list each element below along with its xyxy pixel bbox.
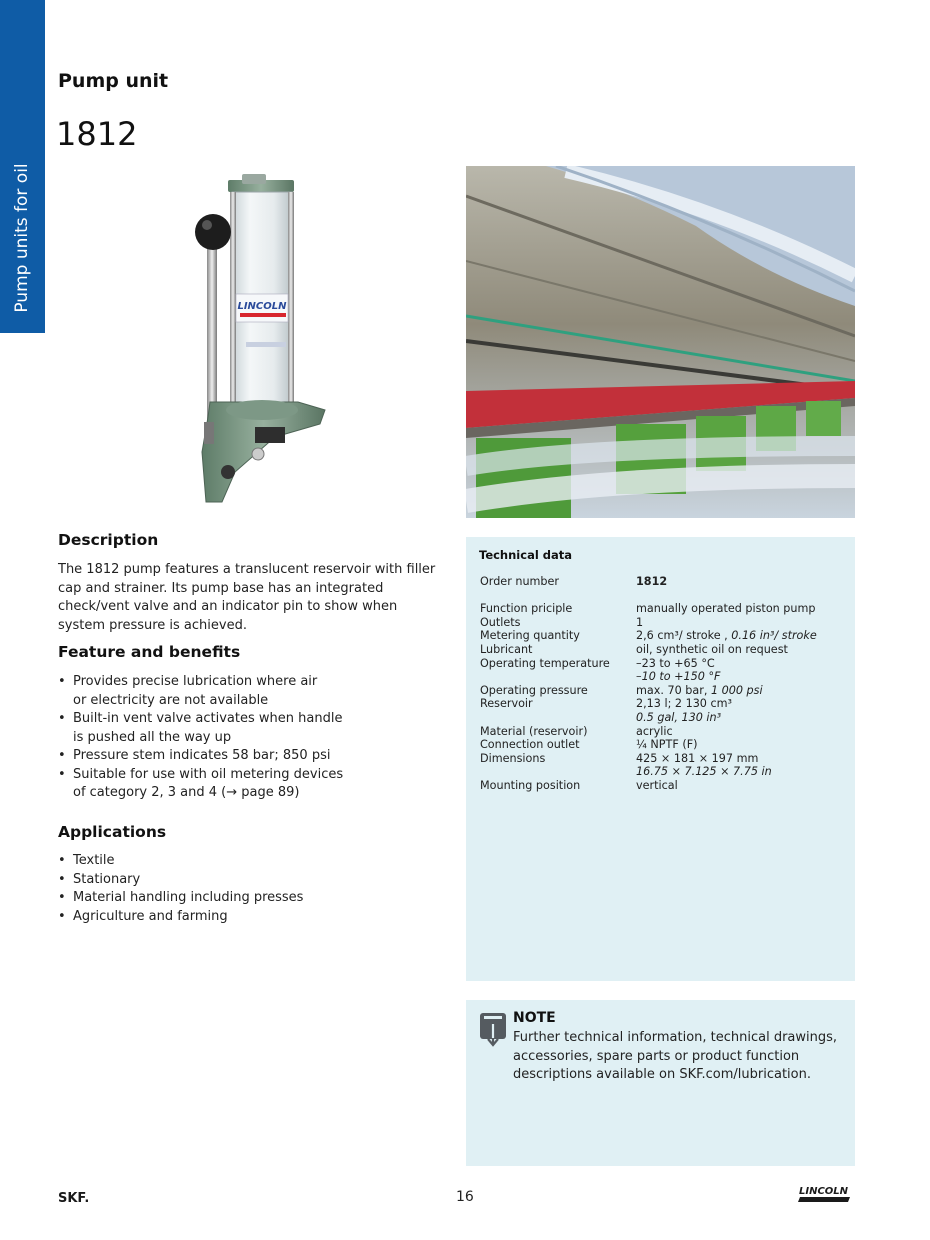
table-row: Lubricant oil, synthetic oil on request bbox=[480, 642, 788, 656]
lincoln-logo bbox=[798, 1184, 854, 1204]
features-heading: Feature and benefits bbox=[58, 643, 241, 661]
technical-data-panel bbox=[466, 537, 855, 981]
table-row: Material (reservoir) acrylic bbox=[480, 724, 673, 738]
list-item: • Material handling including presses bbox=[58, 889, 303, 908]
page-subtitle: Pump unit bbox=[58, 70, 169, 92]
pump-logo-text: LINCOLN bbox=[237, 301, 287, 312]
textile-machine-photo bbox=[466, 166, 855, 518]
table-row: Reservoir 2,13 l; 2 130 cm³ 0.5 gal, 130 in³ bbox=[480, 697, 733, 724]
applications-list bbox=[58, 852, 303, 926]
table-row: Mounting position vertical bbox=[480, 778, 678, 792]
pump-product-image bbox=[180, 172, 340, 517]
list-item: • Pressure stem indicates 58 bar; 850 psi bbox=[58, 747, 343, 766]
table-row: Function priciple manually operated piston pump bbox=[480, 602, 816, 616]
description-text: The 1812 pump features a translucent reservoir with filler cap and strainer. Its pump base has an integrated check/vent valve and an indicator pin to show when system pressure is achieved. bbox=[58, 562, 436, 633]
applications-heading: Applications bbox=[58, 823, 167, 841]
list-item: • Provides precise lubrication where air or electricity are not available bbox=[58, 673, 343, 710]
page-number: 16 bbox=[456, 1189, 474, 1205]
table-row: Order number 1812 bbox=[480, 575, 668, 588]
description-heading: Description bbox=[58, 531, 159, 549]
note-panel bbox=[466, 1000, 855, 1166]
list-item: • Agriculture and farming bbox=[58, 908, 303, 927]
technical-data-table bbox=[480, 575, 850, 793]
note-document-icon bbox=[479, 1012, 507, 1048]
technical-data-title: Technical data bbox=[479, 548, 573, 562]
side-tab bbox=[0, 0, 45, 333]
features-list bbox=[58, 673, 343, 803]
list-item: • Stationary bbox=[58, 871, 303, 890]
table-row: Outlets 1 bbox=[480, 615, 644, 629]
list-item: • Built-in vent valve activates when handle is pushed all the way up bbox=[58, 710, 343, 747]
table-row: Dimensions 425 × 181 × 197 mm 16.75 × 7.125 × 7.75 in bbox=[480, 751, 772, 779]
list-item: • Suitable for use with oil metering devices of category 2, 3 and 4 (→ page 89) bbox=[58, 766, 343, 803]
table-row: Connection outlet ¼ NPTF (F) bbox=[480, 738, 698, 752]
product-number: 1812 bbox=[56, 115, 138, 153]
side-tab-label: Pump units for oil bbox=[12, 163, 32, 313]
list-item: • Textile bbox=[58, 852, 303, 871]
table-row: Operating pressure max. 70 bar, 1 000 psi bbox=[480, 683, 763, 697]
skf-logo bbox=[58, 1190, 104, 1204]
svg-text:SKF.: SKF. bbox=[58, 1191, 90, 1204]
note-text: Further technical information, technical drawings, accessories, spare parts or product function descriptions available on SKF.com/lubrication. bbox=[513, 1030, 838, 1082]
svg-text:LINCOLN: LINCOLN bbox=[799, 1186, 849, 1197]
note-title: NOTE bbox=[513, 1010, 556, 1026]
table-row: Operating temperature –23 to +65 °C –10 to +150 °F bbox=[480, 656, 721, 684]
table-row: Metering quantity 2,6 cm³/ stroke , 0.16 in³/ stroke bbox=[480, 629, 817, 643]
